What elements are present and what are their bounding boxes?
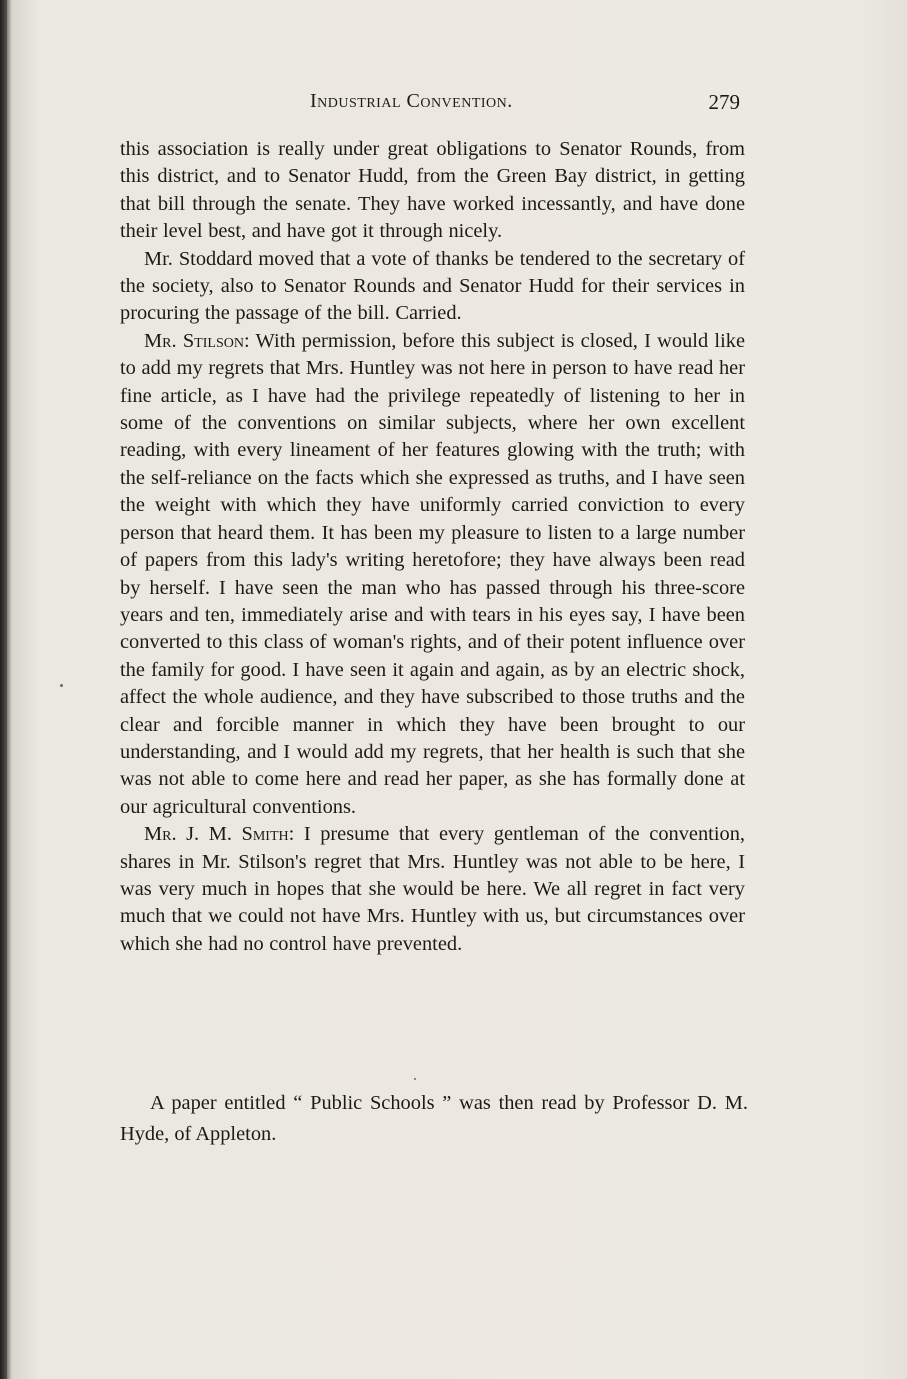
paragraph-stilson [120, 328, 745, 821]
paragraph-continuation [120, 136, 745, 246]
speaker-name: Mr. Stilson: [144, 329, 250, 352]
paper-speck [60, 684, 63, 687]
paper-speck [414, 1078, 416, 1080]
paragraph-text: I presume that every gentleman of the convention, shares in Mr. Stilson's regret that Mrs. Huntley was not able to be here, I was very much in hopes that she would be here. We all regret in fact very much that we could not have Mrs. Huntley with us, but circumstances over which she had no control have prevented. [120, 823, 745, 955]
binding-edge [0, 0, 7, 1379]
paragraph-smith [120, 821, 745, 958]
running-title: Industrial Convention. [310, 90, 513, 112]
paragraph-text: With permission, before this subject is closed, I would like to add my regrets that Mrs. Huntley was not here in person to have read her fine article, as I have had the privilege repeatedly of listening to her in some of the conventions on similar subjects, where her own excellent reading, with every lineament of her features glowing with the truth; with the self-reliance on the facts which she expressed as truths, and I have seen the weight with which they have uniformly carried conviction to every person that heard them. It has been my pleasure to listen to a large number of papers from this lady's writing heretofore; they have always been read by herself. I have seen the man who has passed through his three-score years and ten, immediately arise and with tears in his eyes say, I have been converted to this class of woman's rights, and of their potent influence over the family for good. I have seen it again and again, as by an electric shock, affect the whole audience, and they have subscribed to those truths and the clear and forcible manner in which they have been brought to our understanding, and I would add my regrets, that her health is such that she was not able to come here and read her paper, as she has formally done at our agricultural conventions. [120, 329, 745, 818]
body-text [120, 136, 745, 958]
paragraph-motion [120, 246, 745, 328]
page-header [120, 90, 740, 120]
speaker-name: Mr. J. M. Smith: [144, 823, 295, 846]
paragraph-text: Mr. Stoddard moved that a vote of thanks be tendered to the secretary of the society, also to Senator Rounds and Senator Hudd for their services in procuring the passage of the bill. Carried. [120, 247, 745, 325]
closing-note [120, 1088, 748, 1150]
page-number: 279 [708, 90, 740, 114]
closing-paragraph: A paper entitled “ Public Schools ” was then read by Professor D. M. Hyde, of Appleton. [120, 1092, 748, 1145]
paragraph-text: this association is really under great obligations to Senator Rounds, from this district, and to Senator Hudd, from the Green Bay district, in getting that bill through the senate. They have worked incessantly, and have done their level best, and have got it through nicely. [120, 138, 745, 243]
